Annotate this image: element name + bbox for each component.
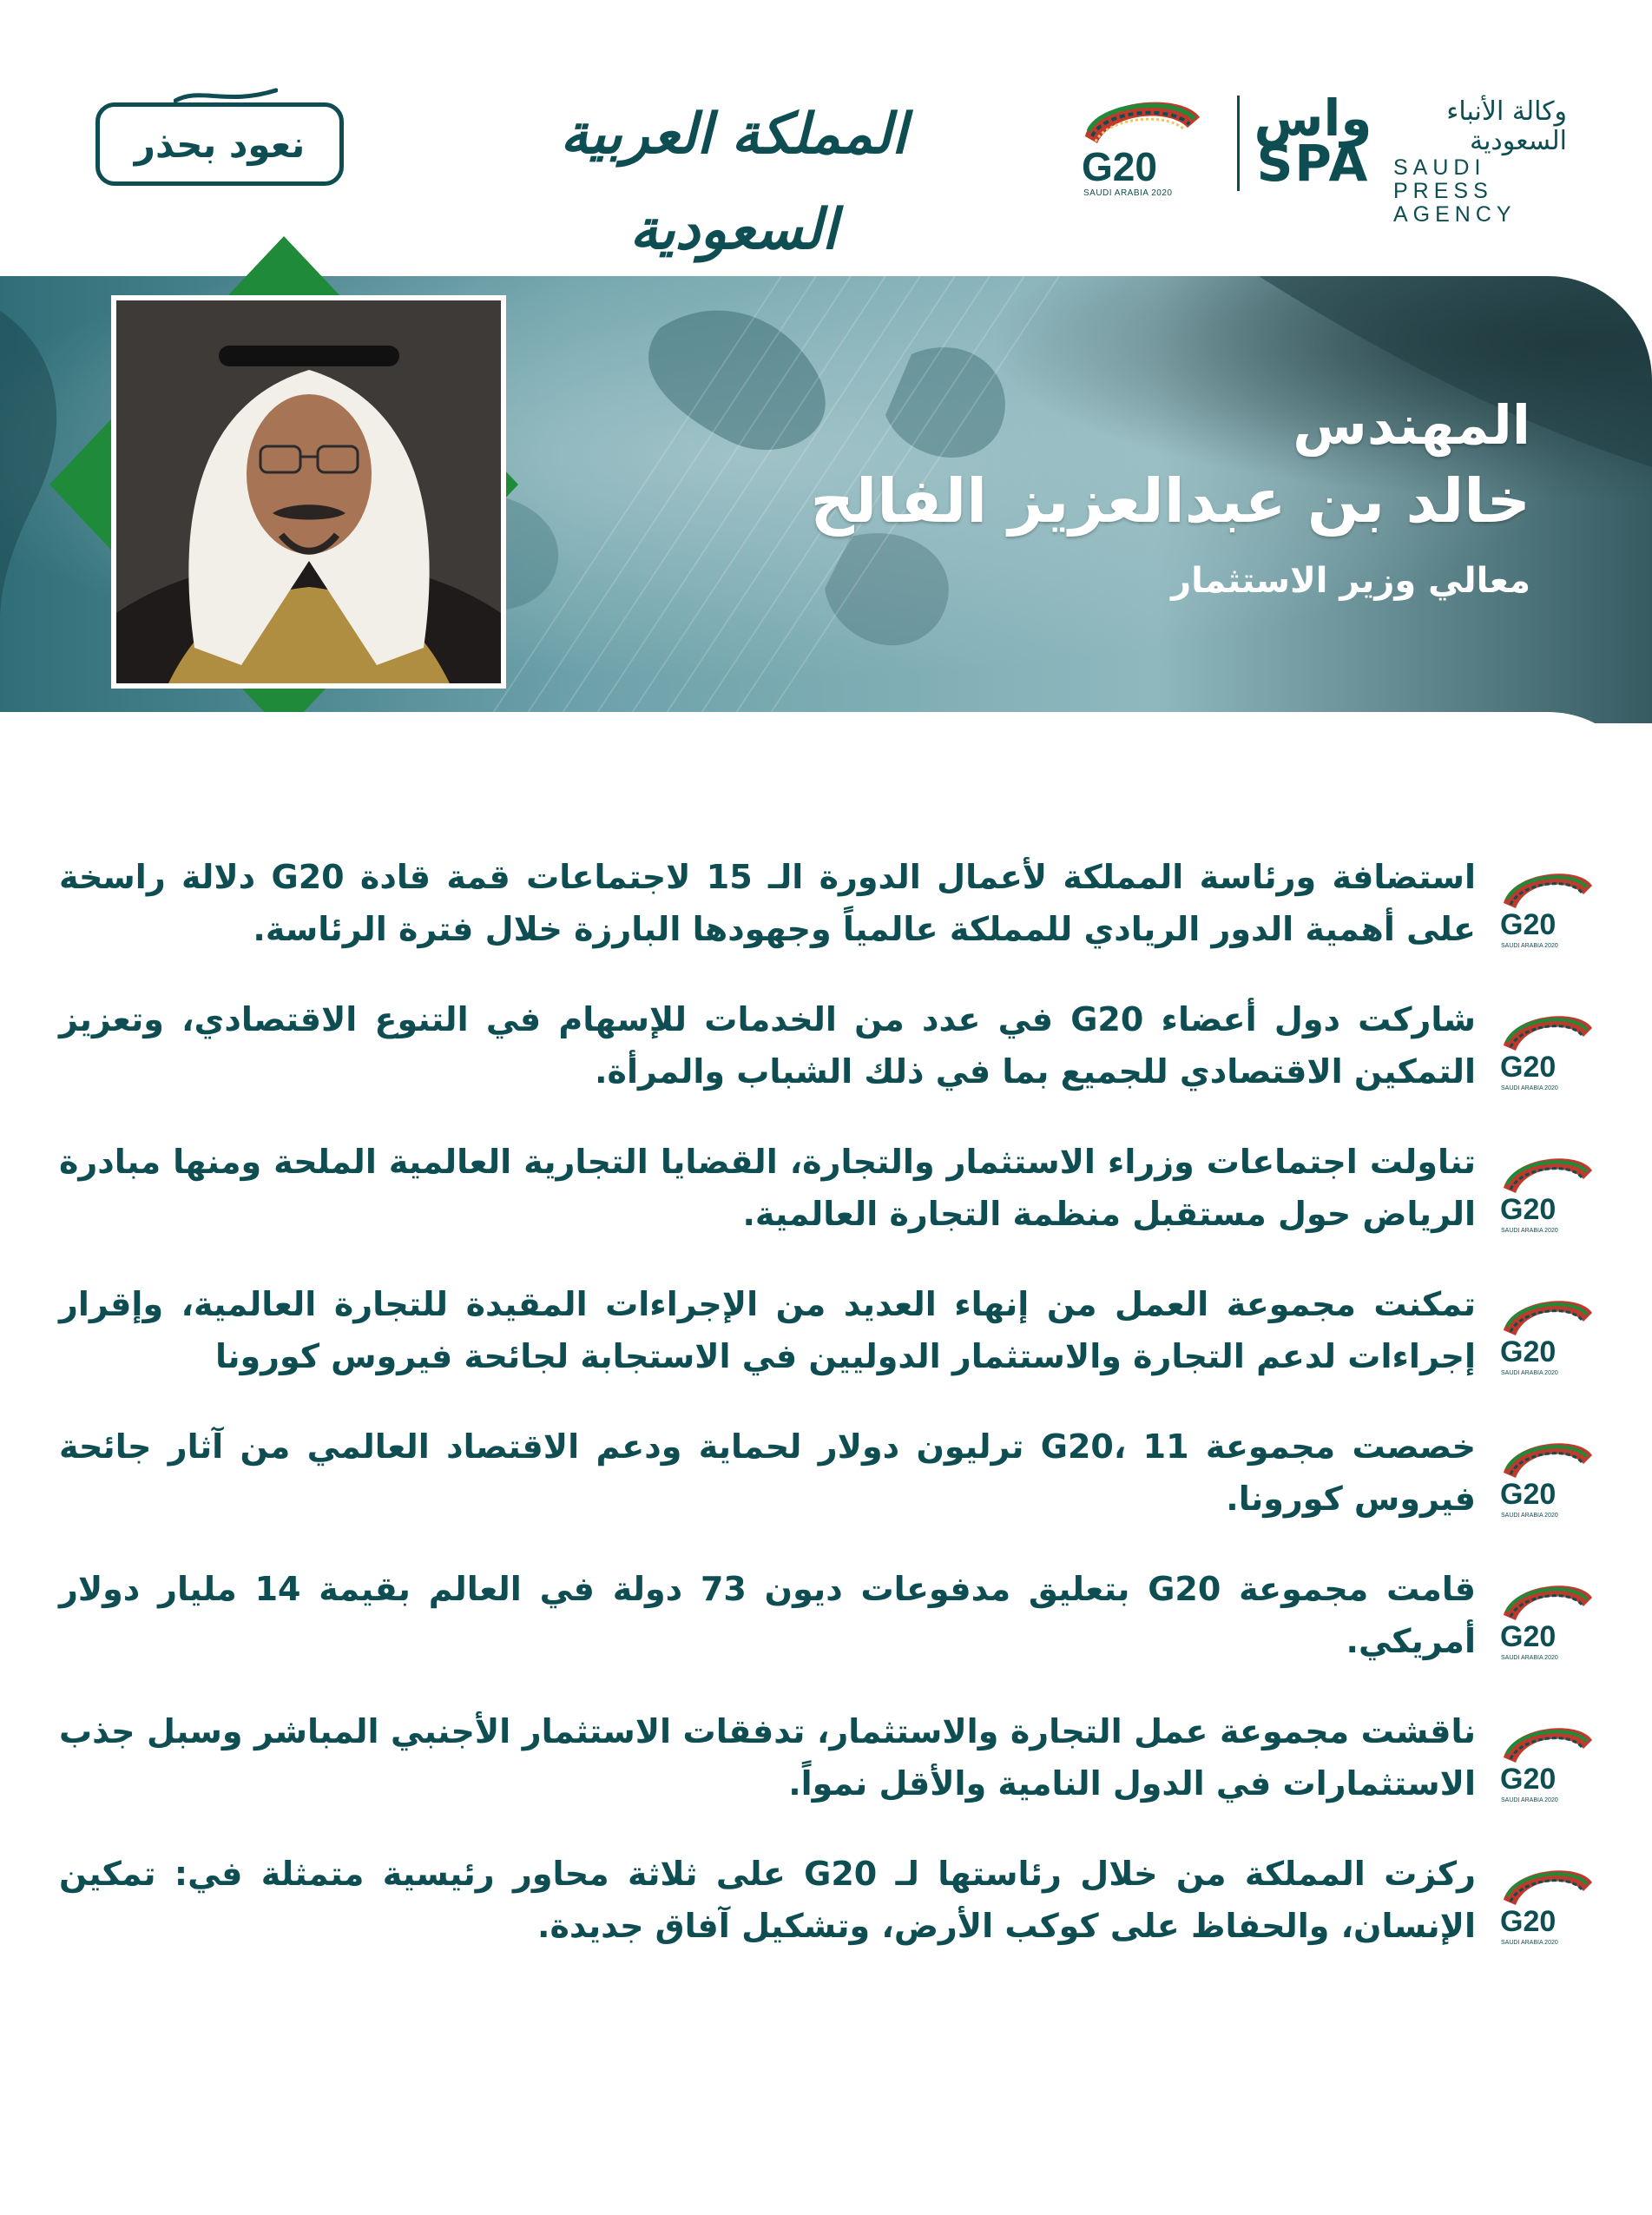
g20-bullet-icon: G20 SAUDI ARABIA 2020	[1500, 860, 1596, 955]
g20-emblem-icon	[1076, 82, 1207, 152]
minister-title-block	[489, 389, 1530, 603]
engineer-title: المهندس	[1293, 393, 1530, 457]
portrait-person-icon	[116, 300, 501, 683]
spa-mark-latin: SPA	[1256, 134, 1370, 193]
spa-logo-mark	[1250, 89, 1376, 193]
kingdom-calligraphy: المملكة العربية السعودية	[560, 102, 907, 262]
g20-logo	[1076, 82, 1207, 204]
fact-text: استضافة ورئاسة المملكة لأعمال الدورة الـ 15 لاجتماعات قمة قادة G20 دلالة راسخة على أهمية الدور الريادي للمملكة عالمياً وجهودها البارزة خلال فترة الرئاسة.	[59, 858, 1476, 948]
fact-item	[59, 1848, 1596, 1952]
spa-wordmark	[1393, 97, 1567, 227]
spa-name-english-1: SAUDI PRESS	[1393, 155, 1493, 203]
minister-name: خالد بن عبدالعزيز الفالح	[810, 465, 1530, 537]
minister-portrait	[111, 295, 506, 689]
fact-text: تمكنت مجموعة العمل من إنهاء العديد من الإجراءات المقيدة للتجارة العالمية، وإقرار إجراءات لدعم التجارة والاستثمار الدوليين في الاستجابة لجائحة فيروس كورونا	[59, 1285, 1476, 1375]
page-header	[0, 0, 1652, 262]
minister-position: معالي وزير الاستثمار	[1171, 561, 1530, 601]
g20-logo-sub: SAUDI ARABIA 2020	[1083, 188, 1173, 198]
g20-bullet-icon: G20 SAUDI ARABIA 2020	[1500, 1287, 1596, 1382]
spa-name-arabic: وكالة الأنباء السعودية	[1446, 96, 1567, 156]
g20-logo-label: G20	[1082, 144, 1157, 189]
spa-mark-arabic: واس	[1254, 89, 1372, 148]
fact-text: خصصت مجموعة G20، 11 ترليون دولار لحماية ودعم الاقتصاد العالمي من آثار جائحة فيروس كورونا.	[59, 1427, 1476, 1518]
spa-divider	[1237, 96, 1240, 191]
fact-item	[59, 1136, 1596, 1240]
g20-bullet-icon: G20 SAUDI ARABIA 2020	[1500, 1144, 1596, 1240]
fact-item	[59, 1278, 1596, 1382]
fact-item	[59, 851, 1596, 955]
g20-facts-list	[59, 851, 1596, 1952]
fact-item	[59, 1563, 1596, 1667]
fact-text: ناقشت مجموعة عمل التجارة والاستثمار، تدفقات الاستثمار الأجنبي المباشر وسبل جذب الاستثمارات في الدول النامية والأقل نمواً.	[59, 1712, 1476, 1803]
campaign-badge: نعود بحذر	[95, 102, 344, 186]
fact-text: ركزت المملكة من خلال رئاستها لـ G20 على ثلاثة محاور رئيسية متمثلة في: تمكين الإنسان، والحفاظ على كوكب الأرض، وتشكيل آفاق جديدة.	[59, 1855, 1476, 1945]
spa-name-english-2: AGENCY	[1393, 202, 1517, 227]
fact-item	[59, 1421, 1596, 1525]
fact-item	[59, 1705, 1596, 1810]
g20-bullet-icon: G20 SAUDI ARABIA 2020	[1500, 1714, 1596, 1810]
g20-bullet-icon: G20 SAUDI ARABIA 2020	[1500, 1856, 1596, 1952]
g20-bullet-icon: G20 SAUDI ARABIA 2020	[1500, 1572, 1596, 1667]
g20-bullet-icon: G20 SAUDI ARABIA 2020	[1500, 1002, 1596, 1098]
fact-text: قامت مجموعة G20 بتعليق مدفوعات ديون 73 دولة في العالم بقيمة 14 مليار دولار أمريكي.	[59, 1570, 1477, 1660]
fact-item	[59, 993, 1596, 1098]
g20-bullet-icon: G20 SAUDI ARABIA 2020	[1500, 1429, 1596, 1525]
fact-text: تناولت اجتماعات وزراء الاستثمار والتجارة، القضايا التجارية العالمية الملحة ومنها مبادرة الرياض حول مستقبل منظمة التجارة العالمية.	[59, 1143, 1476, 1233]
fact-text: شاركت دول أعضاء G20 في عدد من الخدمات للإسهام في التنوع الاقتصادي، وتعزيز التمكين الاقتصادي للجميع بما في ذلك الشباب والمرأة.	[59, 1000, 1476, 1091]
